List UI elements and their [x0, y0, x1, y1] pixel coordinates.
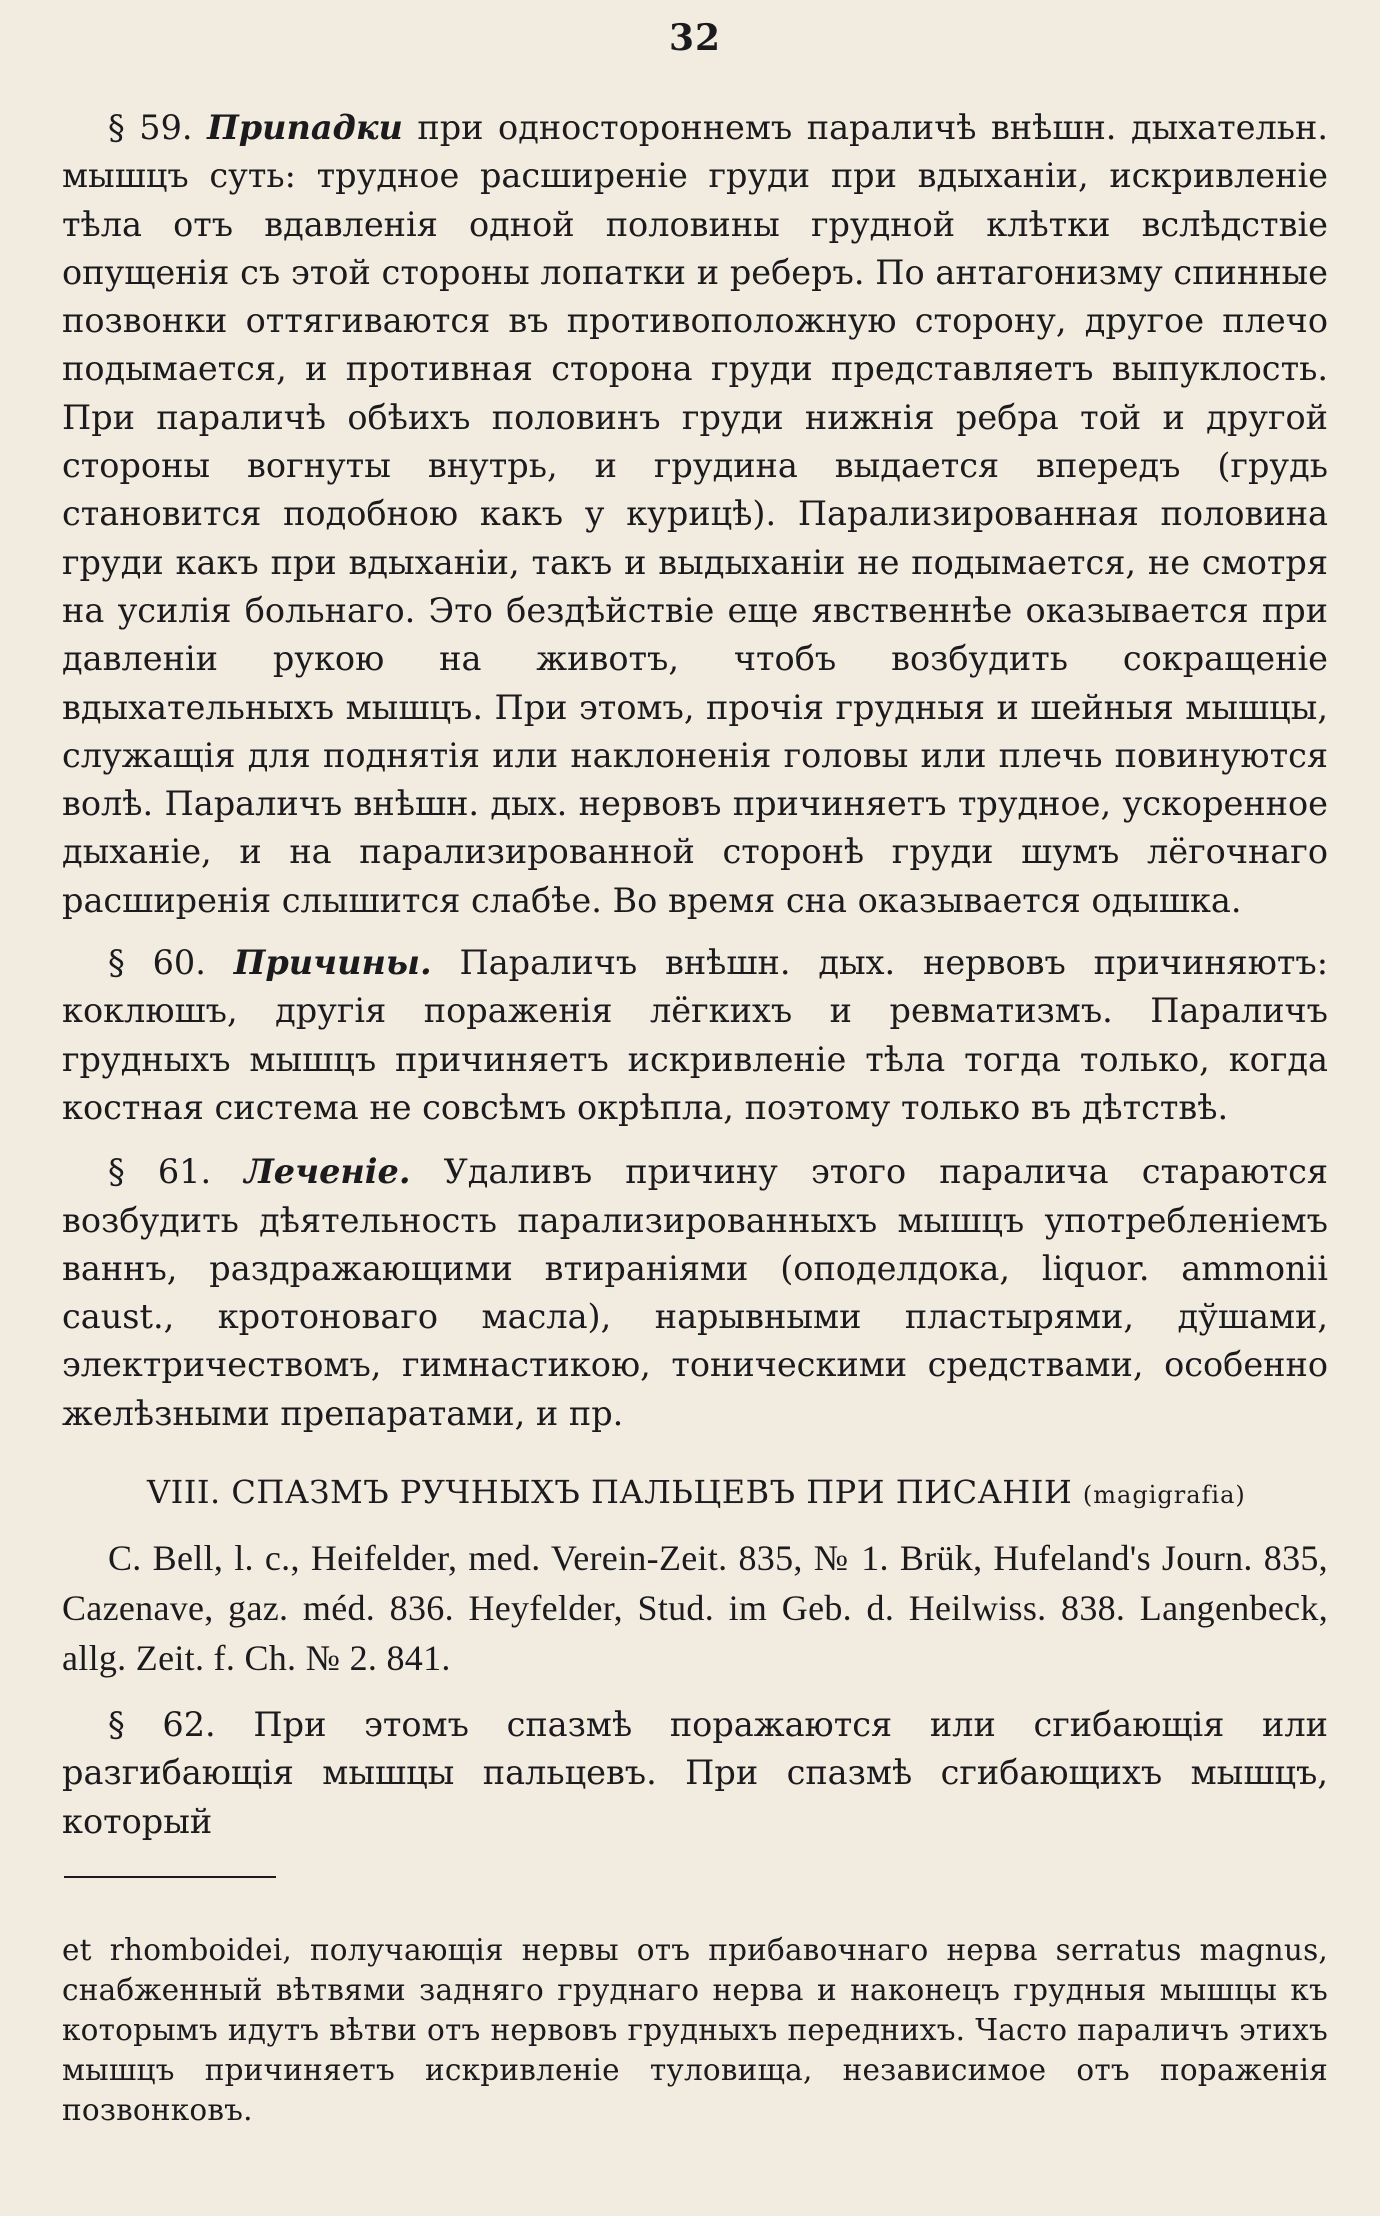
section-title: Припадки: [207, 108, 403, 147]
section-59: [62, 104, 1328, 925]
section-title: Леченіе.: [244, 1152, 411, 1192]
chapter-heading: [62, 1468, 1328, 1519]
chapter-title: СПАЗМЪ РУЧНЫХЪ ПАЛЬЦЕВЪ ПРИ ПИСАНІИ: [231, 1473, 1073, 1512]
section-62: [62, 1701, 1328, 1846]
chapter-latin-title: (magigrafia): [1082, 1481, 1246, 1510]
section-text: При этомъ спазмѣ поражаются или сгибающія или разгибающія мышцы пальцевъ. При спазмѣ сгибающихъ мышцъ, который: [62, 1705, 1328, 1841]
references: C. Bell, l. c., Heifelder, med. Verein-Zeit. 835, № 1. Brük, Hufeland's Journ. 835, Cazenave, gaz. méd. 836. Heyfelder, Stud. im Geb. d. Heilwiss. 838. Langenbeck, allg. Zeit. f. Ch. № 2. 841.: [62, 1538, 1328, 1679]
page-number: 32: [668, 17, 722, 59]
section-number: § 60.: [108, 943, 206, 983]
section-number: § 61.: [108, 1152, 212, 1192]
section-text: Параличъ внѣшн. дых. нервовъ причиняютъ: коклюшъ, другія пораженія лёгкихъ и ревматизмъ. Параличъ грудныхъ мышцъ причиняетъ искривленіе тѣла тогда только, когда костная система не совсѣмъ окрѣпла, поэтому только въ дѣтствѣ.: [62, 943, 1328, 1127]
section-number: § 59.: [108, 108, 193, 147]
footnote-divider: [64, 1876, 276, 1878]
section-title: Причины.: [233, 943, 432, 983]
section-text: Удаливъ причину этого паралича стараются возбудить дѣятельность парализированныхъ мышцъ употребленіемъ ваннъ, раздражающими втираніями (оподелдока, liquor. ammonii caust., кротоноваго масла), нарывными пластырями, дўшами, электричествомъ, гимнастикою, тоническими средствами, особенно желѣзными препаратами, и пр.: [62, 1152, 1328, 1433]
section-number: § 62.: [108, 1705, 216, 1745]
section-61: [62, 1148, 1328, 1438]
footnote: et rhomboidei, получающія нервы отъ прибавочнаго нерва serratus magnus, снабженный вѣтвями задняго груднаго нерва и наконецъ грудныя мышцы къ которымъ идутъ вѣтви отъ нервовъ грудныхъ переднихъ. Часто параличъ этихъ мышцъ причиняетъ искривленіе туловища, независимое отъ пораженія позвонковъ.: [62, 1932, 1328, 2127]
chapter-numeral: VIII.: [147, 1473, 221, 1512]
section-text: при одностороннемъ параличѣ внѣшн. дыхательн. мышцъ суть: трудное расширеніе груди при вдыханіи, искривленіе тѣла отъ вдавленія одной половины грудной клѣтки вслѣдствіе опущенія съ этой стороны лопатки и реберъ. По антагонизму спинные позвонки оттягиваются въ противоположную сторону, другое плечо подымается, и противная сторона груди представляетъ выпуклость. При параличѣ обѣихъ половинъ груди нижнія ребра той и другой стороны вогнуты внутрь, и грудина выдается впередъ (грудь становится подобною какъ у курицѣ). Парализированная половина груди какъ при вдыханіи, такъ и выдыханіи не подымается, не смотря на усилія больнаго. Это бездѣйствіе еще явственнѣе оказывается при давленіи рукою на животъ, чтобъ возбудить сокращеніе вдыхательныхъ мышцъ. При этомъ, прочія грудныя и шейныя мышцы, служащія для поднятія или наклоненія головы или плечь повинуются волѣ. Параличъ внѣшн. дых. нервовъ причиняетъ трудное, ускоренное дыханіе, и на парализированной сторонѣ груди шумъ лёгочнаго расширенія слышится слабѣе. Во время сна оказывается одышка.: [62, 108, 1328, 920]
section-60: [62, 939, 1328, 1132]
